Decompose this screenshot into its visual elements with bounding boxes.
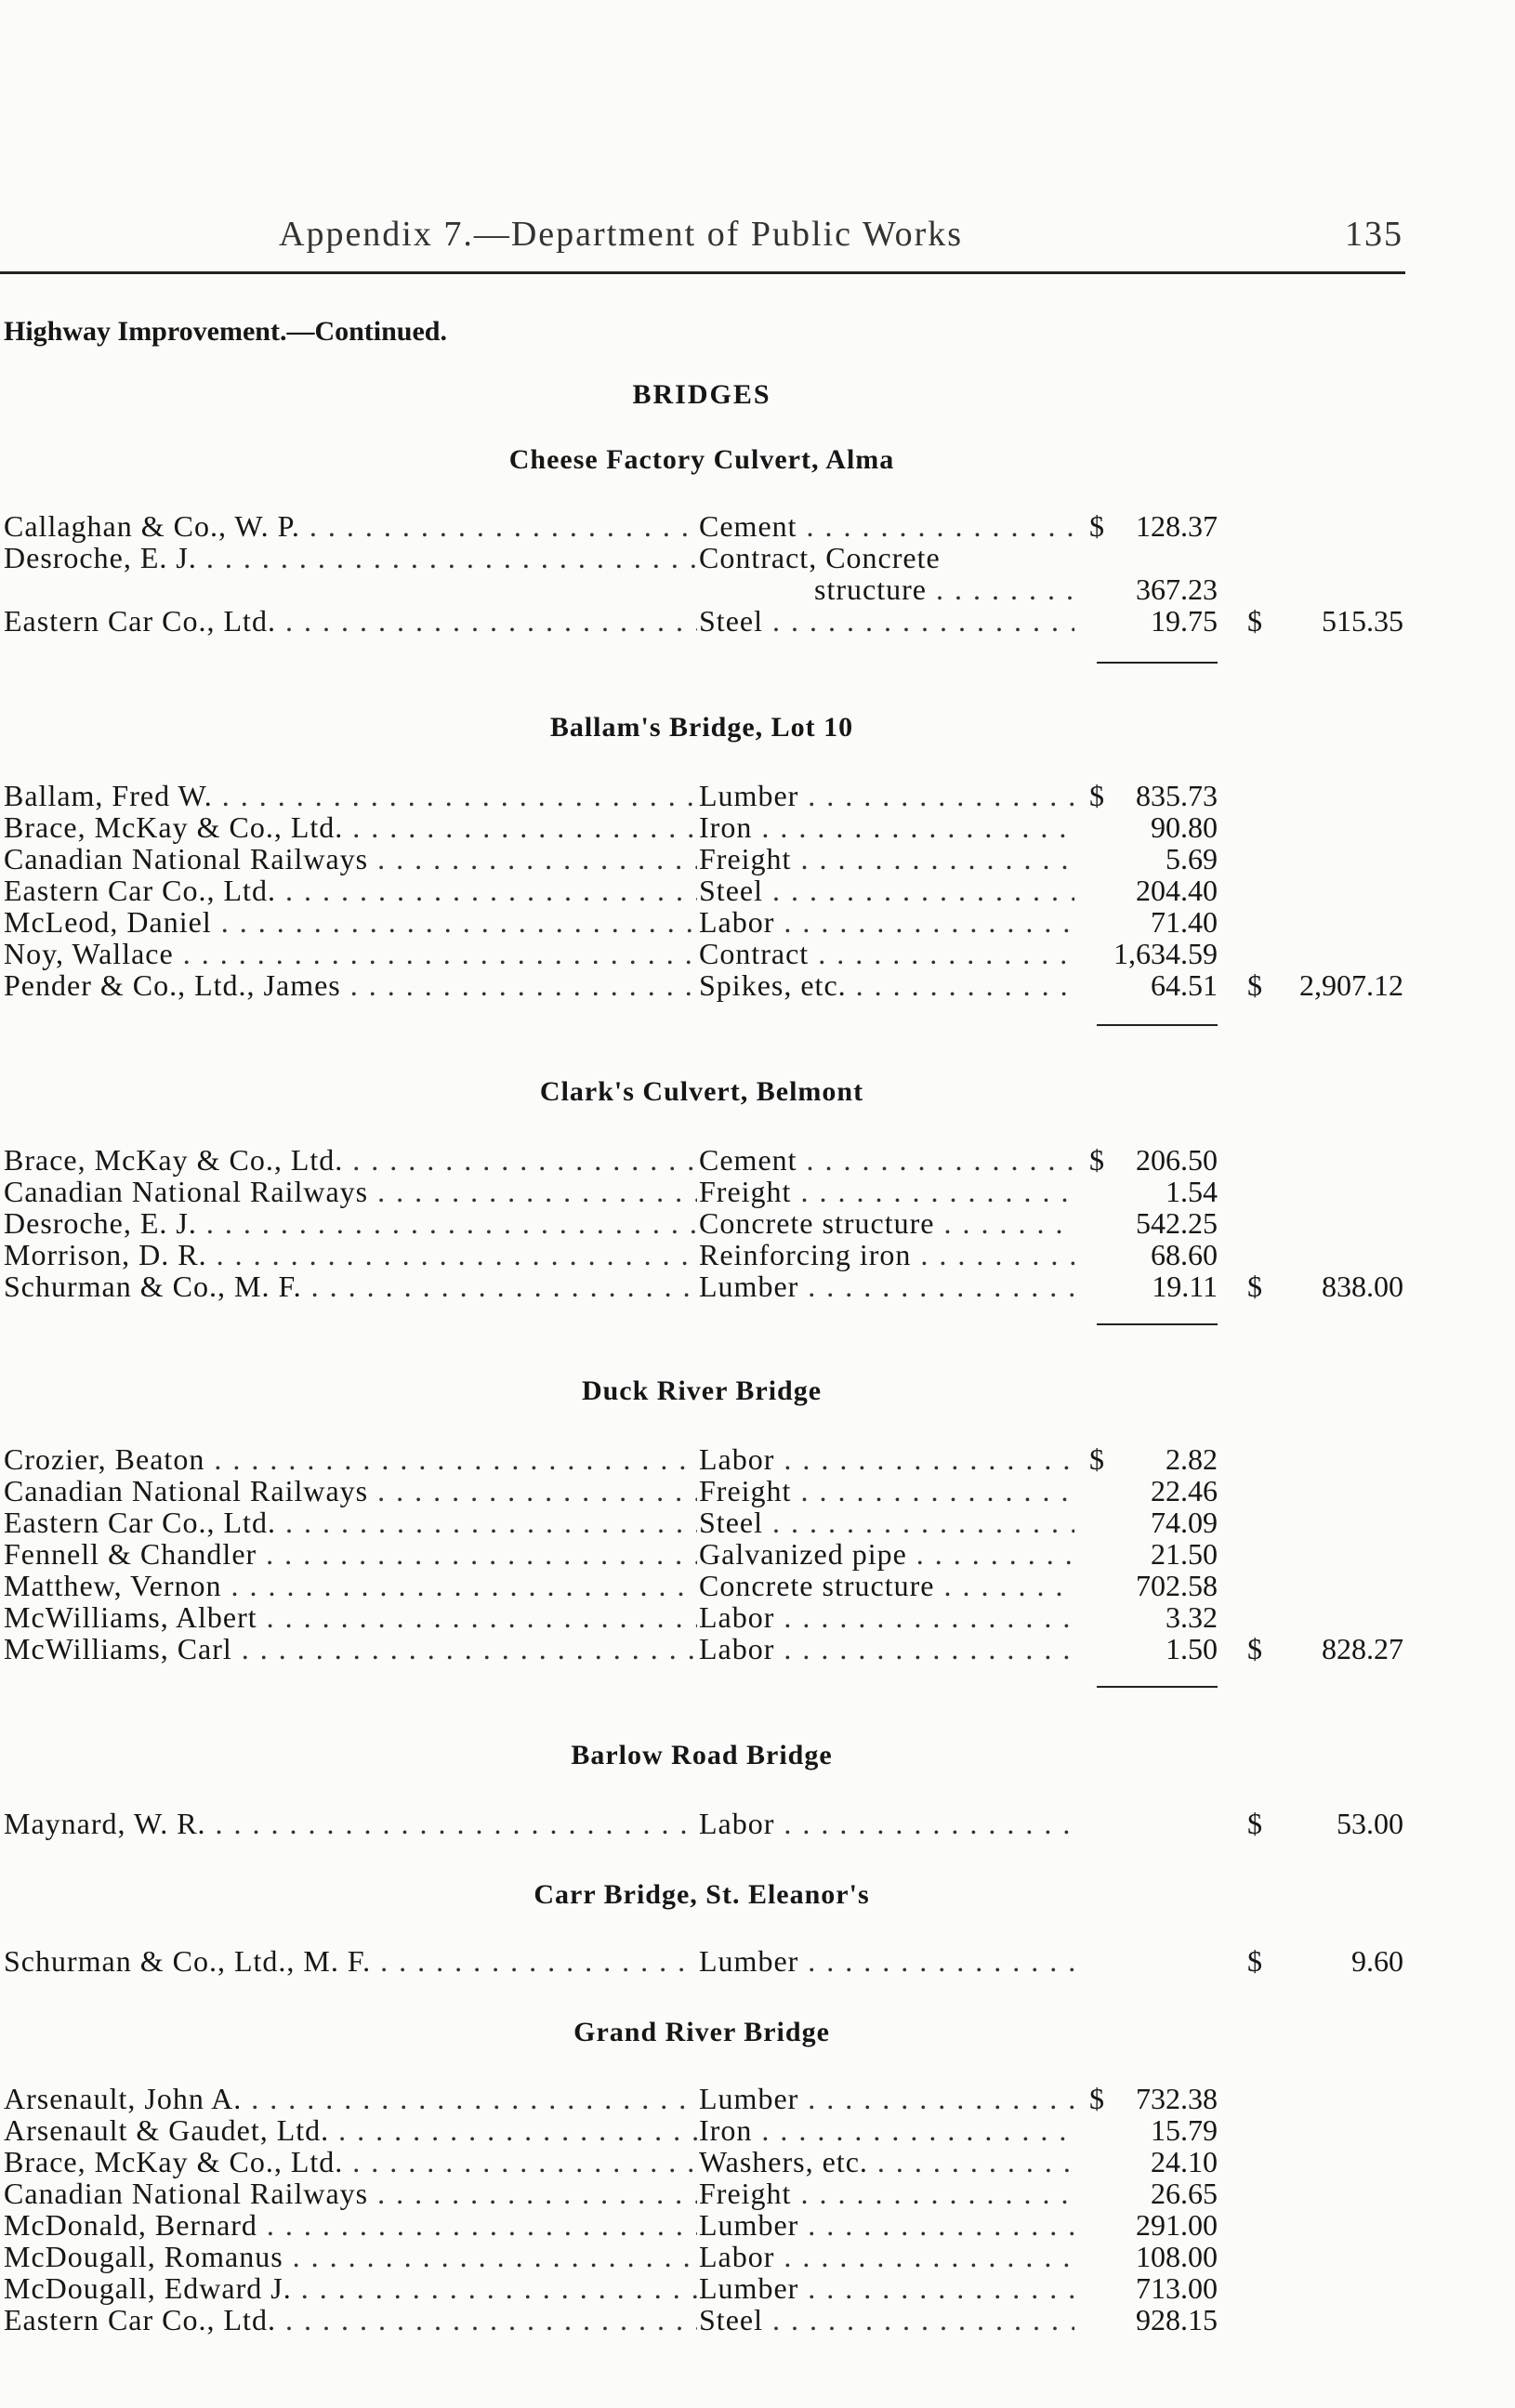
group-total: 2,907.12 [1299,968,1403,1002]
payee-name: McDougall, Edward J. . . . [4,2271,697,2306]
table-row [0,572,1413,604]
item-description: Contract, Concrete [699,541,941,574]
item-description: Freight . . . [699,1474,1074,1508]
amount: 21.50 [1151,1537,1218,1571]
payee-name: Matthew, Vernon . . . [4,1569,697,1603]
payee-name: Canadian National Railways . . . [4,1175,697,1209]
amount: 542.25 [1136,1206,1218,1240]
item-description: Labor . . . [699,1632,1074,1666]
payee-name: Brace, McKay & Co., Ltd. . . . [4,2145,697,2179]
payee-name: Maynard, W. R. . . . [4,1807,697,1841]
item-description: Lumber . . . [699,2082,1074,2116]
payee-name: Morrison, D. R. . . . [4,1238,697,1272]
item-description: Lumber . . . [699,779,1074,813]
payee-name: Pender & Co., Ltd., James . . . [4,968,697,1003]
amount: 1,634.59 [1113,937,1218,970]
dollar-sign: $ [1089,779,1104,812]
table-row [0,604,1413,636]
table-row [0,2145,1413,2177]
running-head [0,206,1403,266]
group-title: Duck River Bridge [581,1375,823,1406]
payee-name: Fennell & Chandler . . . [4,1537,697,1572]
table-row [0,905,1413,937]
item-description: Lumber . . . [699,1944,1074,1979]
table-row [0,1600,1413,1632]
amount: 15.79 [1151,2113,1218,2147]
table-row [0,1569,1413,1600]
table-row [0,2177,1413,2208]
total-dollar-sign: $ [1247,604,1262,638]
table-row [0,1537,1413,1569]
table-row [0,1474,1413,1506]
total-dollar-sign: $ [1247,1944,1262,1978]
total-dollar-sign: $ [1247,1270,1262,1303]
group-total: 9.60 [1351,1944,1403,1978]
amount: 1.54 [1166,1175,1218,1208]
payee-name: McWilliams, Albert . . . [4,1600,697,1635]
item-description: Reinforcing iron . . . [699,1238,1074,1272]
item-description: Labor . . . [699,905,1074,940]
item-description: Freight . . . [699,1175,1074,1209]
amount: 19.75 [1151,604,1218,638]
amount: 19.11 [1152,1270,1218,1303]
amount: 835.73 [1136,779,1218,812]
dollar-sign: $ [1089,509,1104,543]
table-row [0,2303,1413,2335]
payee-name: McDougall, Romanus . . . [4,2240,697,2274]
amount: 713.00 [1136,2271,1218,2305]
table-row [0,1270,1413,1301]
payee-name: Desroche, E. J. . . . [4,1206,697,1241]
group-title: Carr Bridge, St. Eleanor's [534,1879,870,1910]
table-row [0,1238,1413,1270]
table-row [0,509,1413,541]
item-description: Iron . . . [699,2113,1074,2148]
payee-name: Schurman & Co., M. F. . . . [4,1270,697,1304]
payee-name: Schurman & Co., Ltd., M. F. . . . [4,1944,697,1979]
payee-name: McWilliams, Carl . . . [4,1632,697,1666]
amount: 1.50 [1166,1632,1218,1665]
sum-rule [1097,662,1218,664]
item-description: Lumber . . . [699,2208,1074,2243]
total-dollar-sign: $ [1247,1807,1262,1840]
table-row [0,1143,1413,1175]
payee-name: Eastern Car Co., Ltd. . . . [4,874,697,908]
sum-rule [1097,1686,1218,1688]
table-row [0,874,1413,905]
section-label: Highway Improvement.—Continued. [4,316,447,347]
item-description: Concrete structure . . . [699,1569,1074,1603]
item-description: Spikes, etc. . . . [699,968,1074,1003]
payee-name: Desroche, E. J. . . . [4,541,697,575]
item-description: Freight . . . [699,2177,1074,2211]
item-description: Steel . . . [699,2303,1074,2337]
group-total: 838.00 [1322,1270,1403,1303]
item-description: Lumber . . . [699,2271,1074,2306]
amount: 204.40 [1136,874,1218,907]
amount: 26.65 [1151,2177,1218,2210]
item-description: Cement . . . [699,1143,1074,1178]
amount: 732.38 [1136,2082,1218,2115]
payee-name: Callaghan & Co., W. P. . . . [4,509,697,544]
item-description: Galvanized pipe . . . [699,1537,1074,1572]
table-row [0,2208,1413,2240]
amount: 206.50 [1136,1143,1218,1177]
item-description: Labor . . . [699,1807,1074,1841]
payee-name: Canadian National Railways . . . [4,2177,697,2211]
dollar-sign: $ [1089,2082,1104,2115]
running-head-title: Appendix 7.—Department of Public Works [279,215,964,254]
item-description: Steel . . . [699,604,1074,638]
item-description: Iron . . . [699,810,1074,845]
payee-name: Arsenault & Gaudet, Ltd. . . . [4,2113,697,2148]
item-description: Concrete structure . . . [699,1206,1074,1241]
payee-name: Canadian National Railways . . . [4,1474,697,1508]
table-row [0,1206,1413,1238]
item-description: Lumber . . . [699,1270,1074,1304]
page-number: 135 [1345,215,1403,254]
group-title: Cheese Factory Culvert, Alma [508,444,895,475]
amount: 22.46 [1151,1474,1218,1507]
table-row [0,2082,1413,2113]
amount: 90.80 [1151,810,1218,844]
amount: 367.23 [1136,572,1218,606]
table-row [0,2271,1413,2303]
sum-rule [1097,1323,1218,1325]
amount: 128.37 [1136,509,1218,543]
payee-name: Brace, McKay & Co., Ltd. . . . [4,1143,697,1178]
group-total: 828.27 [1322,1632,1403,1665]
payee-name: Eastern Car Co., Ltd. . . . [4,604,697,638]
table-row [0,2113,1413,2145]
payee-name: Canadian National Railways . . . [4,842,697,876]
payee-name: McLeod, Daniel . . . [4,905,697,940]
payee-name: McDonald, Bernard . . . [4,2208,697,2243]
group-total: 53.00 [1337,1807,1403,1840]
group-title: Barlow Road Bridge [571,1740,833,1770]
item-description: Contract . . . [699,937,1074,971]
dollar-sign: $ [1089,1143,1104,1177]
group-title: Ballam's Bridge, Lot 10 [549,712,854,743]
amount: 3.32 [1166,1600,1218,1634]
table-row [0,1442,1413,1474]
table-row [0,842,1413,874]
sum-rule [1097,1024,1218,1026]
dollar-sign: $ [1089,1442,1104,1476]
payee-name: Crozier, Beaton . . . [4,1442,697,1477]
total-dollar-sign: $ [1247,968,1262,1002]
amount: 702.58 [1136,1569,1218,1602]
table-row [0,2240,1413,2271]
table-row [0,1807,1413,1838]
payee-name: Eastern Car Co., Ltd. . . . [4,2303,697,2337]
header-rule [0,271,1405,274]
table-row [0,937,1413,968]
item-description: Freight . . . [699,842,1074,876]
amount: 5.69 [1166,842,1218,875]
group-total: 515.35 [1322,604,1403,638]
table-row [0,1632,1413,1664]
payee-name: Ballam, Fred W. . . . [4,779,697,813]
amount: 108.00 [1136,2240,1218,2273]
total-dollar-sign: $ [1247,1632,1262,1665]
amount: 74.09 [1151,1506,1218,1539]
item-description: Labor . . . [699,2240,1074,2274]
table-row [0,968,1413,1000]
item-description: Labor . . . [699,1600,1074,1635]
amount: 64.51 [1151,968,1218,1002]
table-row [0,1944,1413,1976]
payee-name: Noy, Wallace . . . [4,937,697,971]
item-description: Steel . . . [699,874,1074,908]
table-row [0,810,1413,842]
table-row [0,1175,1413,1206]
amount: 2.82 [1166,1442,1218,1476]
item-description: Labor . . . [699,1442,1074,1477]
item-description: Steel . . . [699,1506,1074,1540]
amount: 24.10 [1151,2145,1218,2178]
amount: 928.15 [1136,2303,1218,2336]
group-title: Grand River Bridge [573,2017,830,2047]
bridges-heading: BRIDGES [632,379,771,410]
item-description: Washers, etc. . . . [699,2145,1074,2179]
payee-name: Arsenault, John A. . . . [4,2082,697,2116]
amount: 291.00 [1136,2208,1218,2242]
table-row [0,779,1413,810]
amount: 68.60 [1151,1238,1218,1271]
table-row [0,1506,1413,1537]
payee-name: Brace, McKay & Co., Ltd. . . . [4,810,697,845]
item-description: Cement . . . [699,509,1074,544]
group-title: Clark's Culvert, Belmont [539,1076,864,1107]
payee-name: Eastern Car Co., Ltd. . . . [4,1506,697,1540]
table-row [0,541,1413,572]
item-description: structure . . . [814,572,1074,607]
amount: 71.40 [1151,905,1218,939]
